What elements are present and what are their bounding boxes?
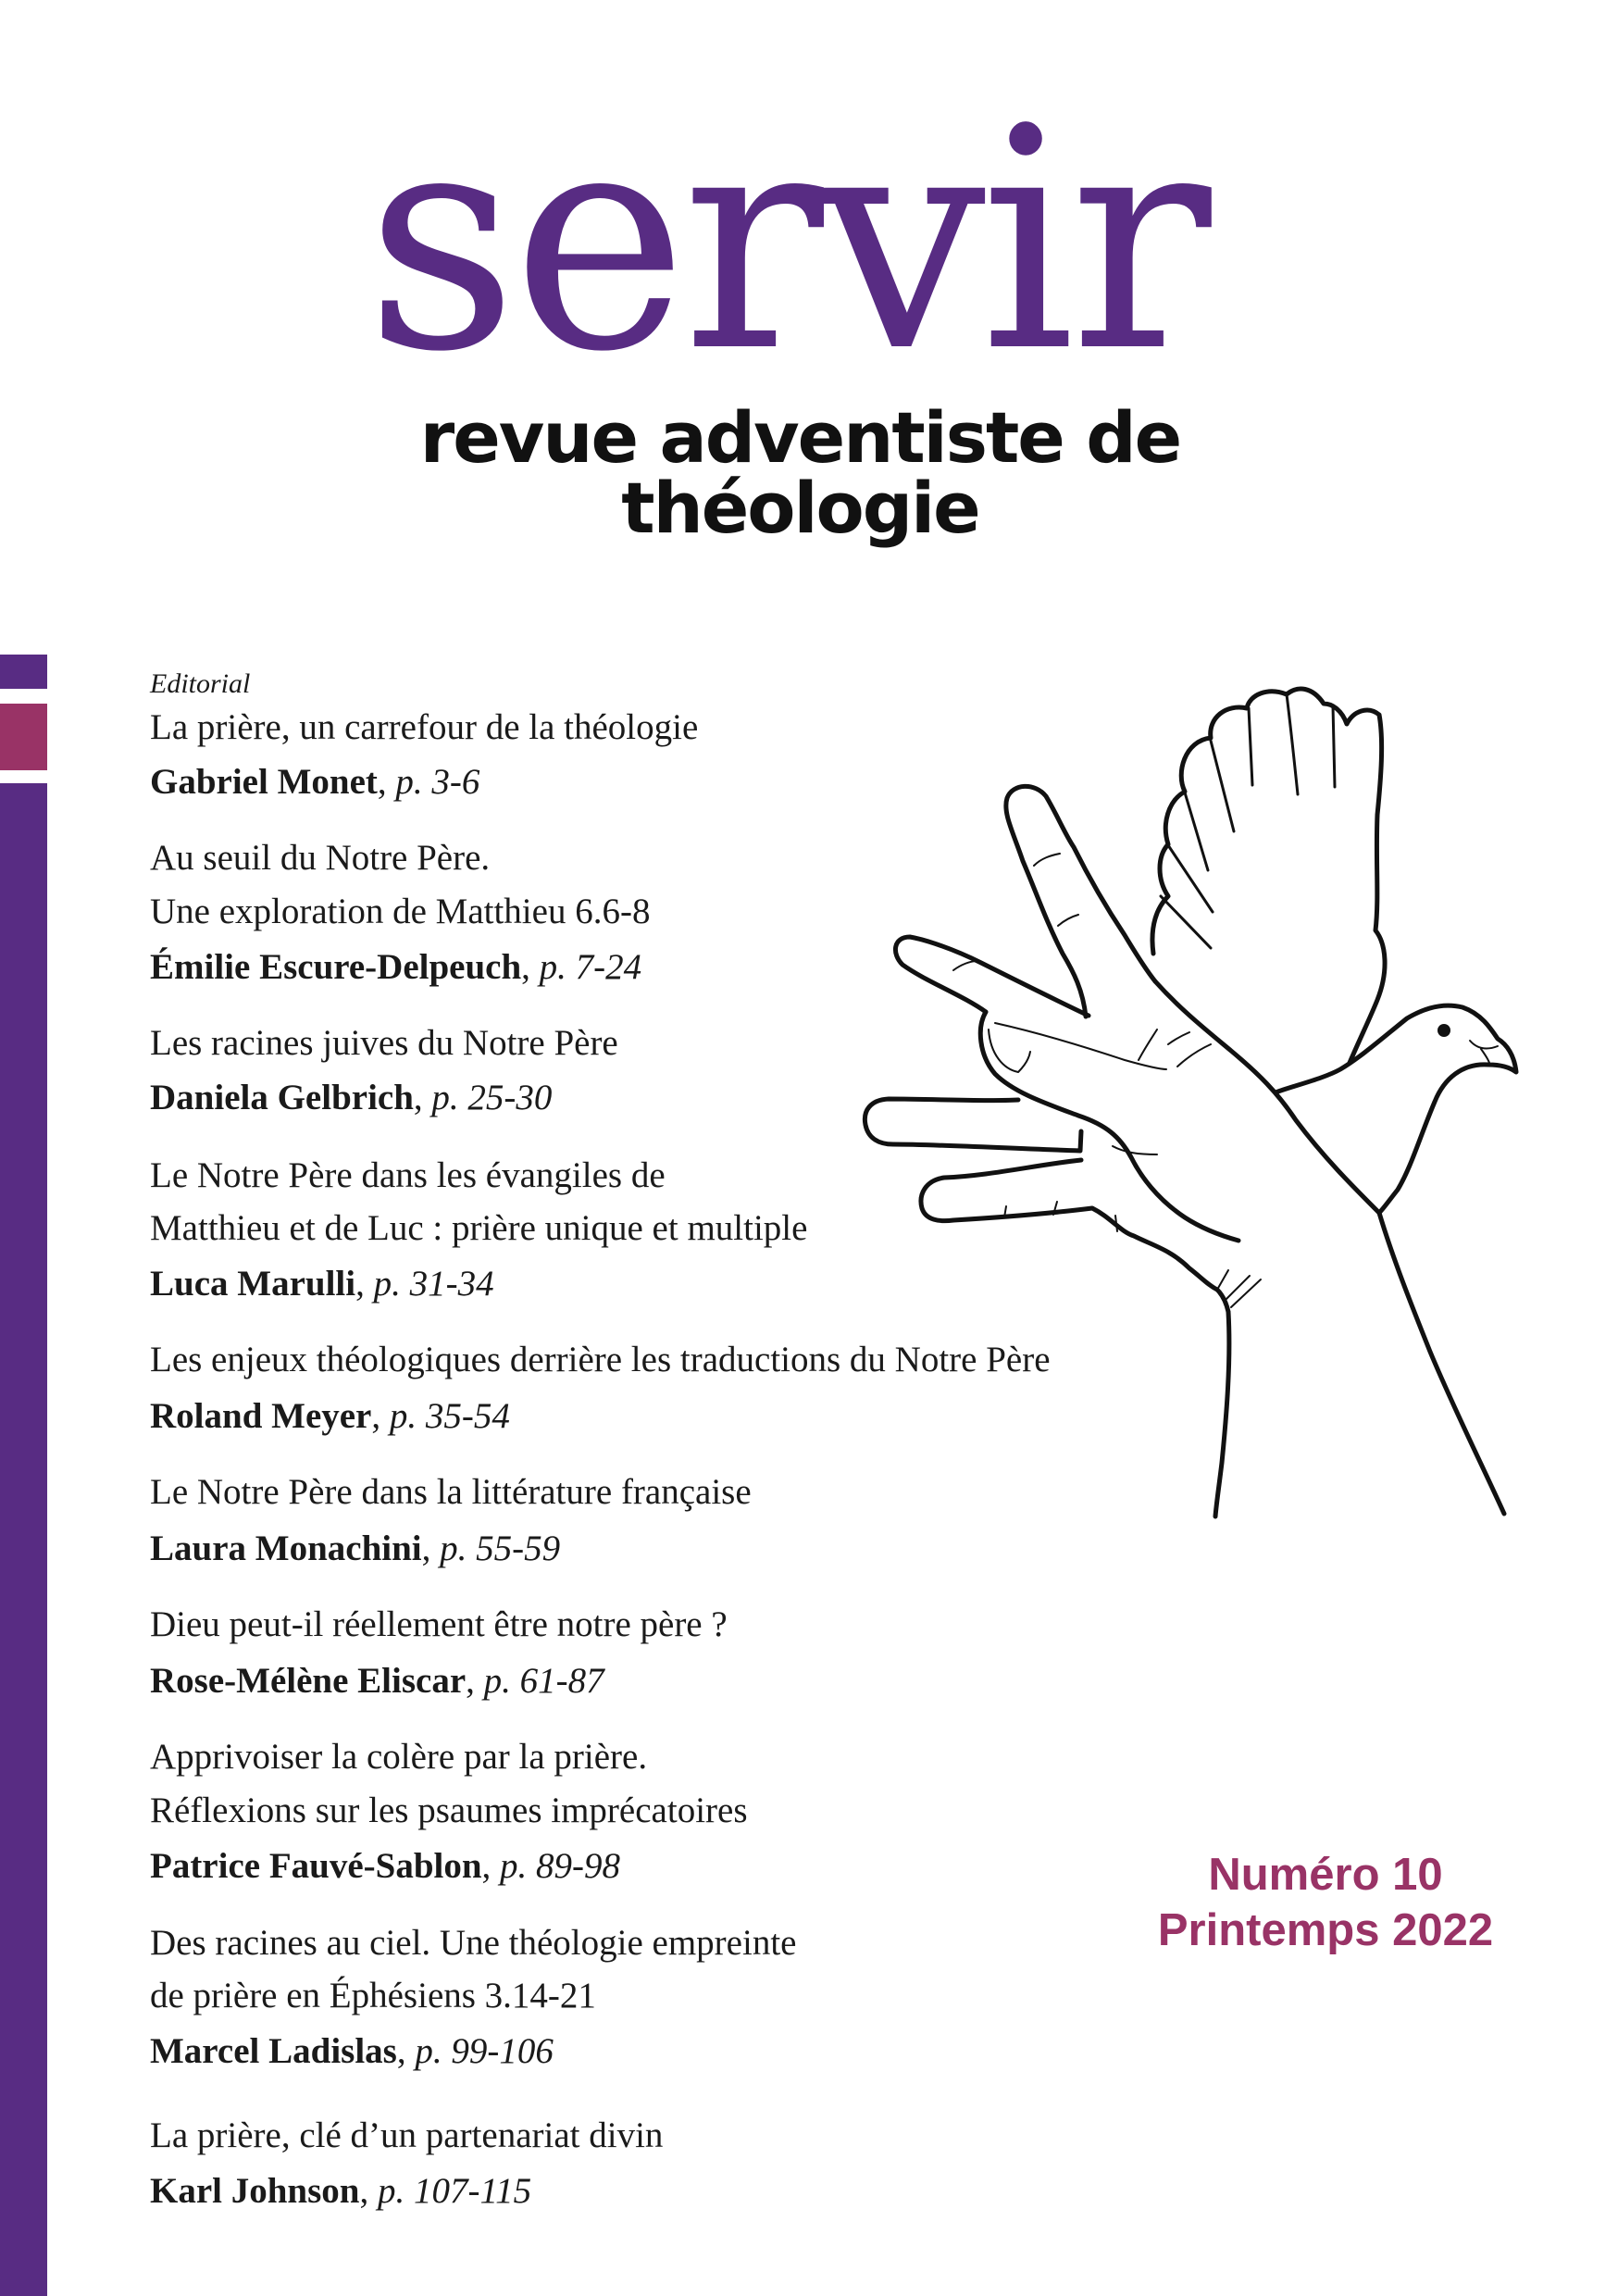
page-range: p. 61-87 xyxy=(483,1661,604,1701)
author-name: Karl Johnson xyxy=(150,2171,360,2211)
toc-entry-title[interactable]: Au seuil du Notre Père. xyxy=(150,838,491,878)
author-separator: , xyxy=(377,762,396,802)
toc-entry-title[interactable]: Des racines au ciel. Une théologie empreinte xyxy=(150,1923,797,1963)
author-separator: , xyxy=(359,2171,378,2211)
toc-entry-title[interactable]: Dieu peut-il réellement être notre père ? xyxy=(150,1604,728,1644)
author-name: Laura Monachini xyxy=(150,1529,422,1568)
page-range: p. 31-34 xyxy=(373,1264,494,1304)
journal-title: servir xyxy=(365,63,1206,418)
page-range: p. 7-24 xyxy=(539,947,642,987)
toc-entry-author xyxy=(150,1398,510,1434)
author-name: Patrice Fauvé-Sablon xyxy=(150,1846,482,1886)
toc-entry-title[interactable]: La prière, clé d’un partenariat divin xyxy=(150,2115,664,2155)
author-separator: , xyxy=(396,2031,416,2071)
author-separator: , xyxy=(355,1264,374,1304)
issue-number: Numéro 10 xyxy=(1208,1850,1443,1900)
page-range: p. 89-98 xyxy=(500,1846,621,1886)
toc-entry-title[interactable]: Le Notre Père dans les évangiles de xyxy=(150,1155,666,1195)
toc-entry-author xyxy=(150,1663,604,1699)
author-name: Émilie Escure-Delpeuch xyxy=(150,947,522,987)
author-separator: , xyxy=(481,1846,501,1886)
toc-entry-title[interactable]: Le Notre Père dans la littérature française xyxy=(150,1472,752,1512)
toc-entry-title[interactable]: La prière, un carrefour de la théologie xyxy=(150,707,699,747)
author-name: Luca Marulli xyxy=(150,1264,356,1304)
page-range: p. 3-6 xyxy=(395,762,480,802)
toc-entry-title[interactable]: Réflexions sur les psaumes imprécatoires xyxy=(150,1791,748,1830)
issue-season: Printemps 2022 xyxy=(1157,1905,1494,1955)
accent-bar-top xyxy=(0,655,47,689)
toc-entry-author xyxy=(150,2033,554,2069)
page-range: p. 25-30 xyxy=(431,1078,553,1117)
page-range: p. 99-106 xyxy=(415,2031,554,2071)
toc-entry-title[interactable]: de prière en Éphésiens 3.14-21 xyxy=(150,1976,596,2015)
author-separator: , xyxy=(371,1396,390,1436)
toc-kicker: Editorial xyxy=(150,668,251,699)
page-range: p. 35-54 xyxy=(389,1396,510,1436)
toc-entry-title[interactable]: Les enjeux théologiques derrière les traductions du Notre Père xyxy=(150,1340,1051,1379)
toc-entry-title[interactable]: Apprivoiser la colère par la prière. xyxy=(150,1737,648,1777)
toc-entry-author xyxy=(150,949,641,985)
page-range: p. 107-115 xyxy=(377,2171,532,2211)
author-name: Roland Meyer xyxy=(150,1396,372,1436)
accent-bar-magenta xyxy=(0,704,47,770)
page-range: p. 55-59 xyxy=(440,1529,561,1568)
toc-entry-title[interactable]: Matthieu et de Luc : prière unique et multiple xyxy=(150,1208,808,1248)
author-separator: , xyxy=(413,1078,432,1117)
toc-entry-author xyxy=(150,1530,560,1566)
author-name: Rose-Mélène Eliscar xyxy=(150,1661,467,1701)
journal-subtitle: revue adventiste de théologie xyxy=(419,396,1181,549)
author-name: Gabriel Monet xyxy=(150,762,378,802)
author-separator: , xyxy=(421,1529,441,1568)
toc-entry-title[interactable]: Les racines juives du Notre Père xyxy=(150,1023,618,1063)
toc-entry-author xyxy=(150,764,479,800)
accent-bar-long xyxy=(0,783,47,2296)
issue-info xyxy=(1140,1847,1511,1958)
author-separator: , xyxy=(466,1661,484,1701)
toc-entry-author xyxy=(150,1848,620,1884)
toc-entry-author xyxy=(150,1079,552,1116)
author-name: Marcel Ladislas xyxy=(150,2031,397,2071)
author-separator: , xyxy=(521,947,540,987)
toc-entry-title[interactable]: Une exploration de Matthieu 6.6-8 xyxy=(150,892,651,931)
toc-entry-author xyxy=(150,2173,531,2209)
toc-entry-author xyxy=(150,1266,494,1302)
author-name: Daniela Gelbrich xyxy=(150,1078,414,1117)
